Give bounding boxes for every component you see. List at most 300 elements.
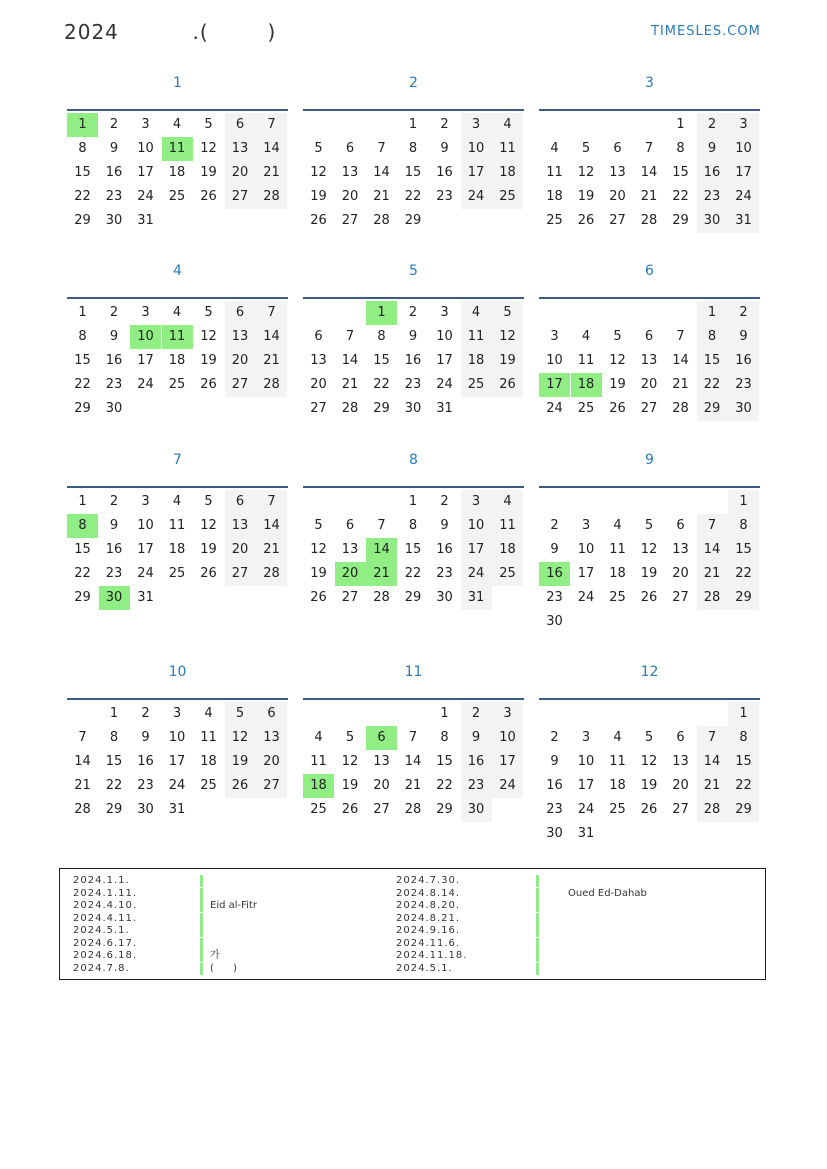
day-cell: 13 xyxy=(225,137,256,161)
day-cell: 24 xyxy=(137,189,154,204)
holiday-date: 2024.1.1. xyxy=(73,875,130,886)
day-cell: 6 xyxy=(256,702,287,726)
day-cell: 19 xyxy=(640,566,658,581)
day-cell: 13 xyxy=(672,754,689,769)
holiday-date: 2024.1.11. xyxy=(73,887,138,899)
month-rule xyxy=(539,109,760,111)
day-cell: 20 xyxy=(672,778,689,793)
day-cell: 25 xyxy=(461,373,492,397)
day-cell: 28 xyxy=(697,798,728,822)
holiday-marker xyxy=(200,888,203,900)
day-cell: 4 xyxy=(314,730,323,745)
day-cell: 26 xyxy=(577,213,595,228)
holiday-day-cell: 18 xyxy=(303,774,334,798)
day-cell: 23 xyxy=(728,373,759,397)
holiday-date: 2024.8.21. xyxy=(396,912,461,924)
holiday-day-cell: 1 xyxy=(67,113,98,137)
holiday-date: 2024.8.14. xyxy=(396,887,461,899)
day-cell: 29 xyxy=(728,798,759,822)
day-cell: 8 xyxy=(676,141,685,156)
day-cell: 10 xyxy=(137,518,154,533)
day-cell: 14 xyxy=(697,538,728,562)
day-cell: 31 xyxy=(728,209,759,233)
day-cell: 23 xyxy=(137,778,154,793)
day-cell: 27 xyxy=(373,802,390,817)
day-cell: 9 xyxy=(550,542,559,557)
day-cell: 23 xyxy=(436,566,453,581)
day-cell: 30 xyxy=(137,802,154,817)
day-cell: 29 xyxy=(436,802,453,817)
day-cell: 23 xyxy=(404,377,422,392)
day-cell: 5 xyxy=(204,494,213,509)
day-cell: 3 xyxy=(550,329,559,344)
holiday-date: 2024.11.6. xyxy=(396,937,461,949)
day-cell: 24 xyxy=(492,774,523,798)
day-cell: 12 xyxy=(341,754,359,769)
day-cell: 19 xyxy=(200,165,217,180)
day-cell: 12 xyxy=(577,165,595,180)
day-cell: 14 xyxy=(256,137,287,161)
day-cell: 23 xyxy=(461,774,492,798)
day-cell: 2 xyxy=(109,117,119,132)
day-cell: 4 xyxy=(581,329,591,344)
day-cell: 2 xyxy=(440,117,449,132)
day-cell: 16 xyxy=(728,349,759,373)
day-cell: 15 xyxy=(74,353,91,368)
day-cell: 19 xyxy=(341,778,359,793)
holiday-day-cell: 1 xyxy=(366,301,397,325)
day-cell: 21 xyxy=(341,377,359,392)
day-cell: 6 xyxy=(225,490,256,514)
day-cell: 22 xyxy=(74,189,91,204)
day-cell: 28 xyxy=(256,185,287,209)
day-cell: 10 xyxy=(168,730,186,745)
day-cell: 8 xyxy=(728,514,759,538)
day-cell: 8 xyxy=(408,518,418,533)
day-cell: 4 xyxy=(461,301,492,325)
day-cell: 22 xyxy=(373,377,390,392)
day-cell: 15 xyxy=(436,754,453,769)
day-cell: 19 xyxy=(577,189,595,204)
day-cell: 19 xyxy=(310,189,327,204)
day-cell: 6 xyxy=(345,141,355,156)
holiday-day-cell: 11 xyxy=(162,325,193,349)
day-cell: 6 xyxy=(676,730,685,745)
day-cell: 2 xyxy=(141,706,150,721)
day-cell: 21 xyxy=(256,538,287,562)
month-title: 12 xyxy=(640,664,659,680)
day-cell: 6 xyxy=(225,301,256,325)
day-cell: 27 xyxy=(640,401,658,416)
day-cell: 30 xyxy=(461,798,492,822)
day-cell: 30 xyxy=(105,213,123,228)
day-cell: 28 xyxy=(640,213,658,228)
day-cell: 26 xyxy=(310,590,327,605)
holiday-marker xyxy=(200,950,203,962)
day-cell: 9 xyxy=(550,754,559,769)
day-cell: 20 xyxy=(341,189,359,204)
day-cell: 18 xyxy=(168,542,186,557)
day-cell: 23 xyxy=(546,590,563,605)
holiday-marker xyxy=(200,938,203,950)
day-cell: 16 xyxy=(697,161,728,185)
day-cell: 11 xyxy=(461,325,492,349)
day-cell: 9 xyxy=(461,726,492,750)
day-cell: 27 xyxy=(225,185,256,209)
day-cell: 24 xyxy=(168,778,186,793)
day-cell: 3 xyxy=(461,113,492,137)
day-cell: 8 xyxy=(728,726,759,750)
day-cell: 26 xyxy=(341,802,359,817)
day-cell: 21 xyxy=(256,349,287,373)
day-cell: 30 xyxy=(404,401,422,416)
day-cell: 12 xyxy=(310,165,327,180)
month-rule xyxy=(303,486,524,488)
month-title: 4 xyxy=(173,263,182,279)
day-cell: 30 xyxy=(105,401,123,416)
day-cell: 22 xyxy=(728,774,759,798)
day-cell: 1 xyxy=(697,301,728,325)
day-cell: 18 xyxy=(609,566,626,581)
day-cell: 7 xyxy=(697,514,728,538)
day-cell: 26 xyxy=(609,401,626,416)
month-title: 5 xyxy=(409,263,418,279)
day-cell: 22 xyxy=(105,778,123,793)
day-cell: 16 xyxy=(105,353,123,368)
day-cell: 25 xyxy=(609,590,626,605)
month-rule xyxy=(67,297,288,299)
day-cell: 28 xyxy=(404,802,422,817)
day-cell: 20 xyxy=(256,750,287,774)
page-title: 2024 .( ) xyxy=(64,20,277,44)
day-cell: 10 xyxy=(492,726,523,750)
day-cell: 13 xyxy=(341,165,359,180)
holiday-list xyxy=(59,868,766,980)
day-cell: 30 xyxy=(697,209,728,233)
day-cell: 4 xyxy=(204,706,213,721)
day-cell: 26 xyxy=(640,590,658,605)
month-rule xyxy=(539,698,760,700)
month-title: 7 xyxy=(173,452,182,468)
day-cell: 22 xyxy=(404,189,422,204)
holiday-name: Oued Ed-Dahab xyxy=(568,887,647,899)
day-cell: 7 xyxy=(345,329,355,344)
day-cell: 5 xyxy=(225,702,256,726)
day-cell: 31 xyxy=(577,826,595,841)
month-rule xyxy=(303,698,524,700)
day-cell: 12 xyxy=(310,542,327,557)
day-cell: 26 xyxy=(200,189,217,204)
day-cell: 20 xyxy=(373,778,390,793)
month-title: 11 xyxy=(404,664,423,680)
day-cell: 2 xyxy=(461,702,492,726)
day-cell: 1 xyxy=(408,494,418,509)
day-cell: 24 xyxy=(577,590,595,605)
day-cell: 7 xyxy=(377,141,386,156)
day-cell: 24 xyxy=(137,566,154,581)
day-cell: 4 xyxy=(172,305,182,320)
month-title: 6 xyxy=(645,263,654,279)
holiday-name: ( ) xyxy=(210,962,237,974)
day-cell: 29 xyxy=(74,401,91,416)
day-cell: 28 xyxy=(672,401,689,416)
day-cell: 25 xyxy=(310,802,327,817)
day-cell: 18 xyxy=(492,161,523,185)
day-cell: 25 xyxy=(577,401,595,416)
day-cell: 28 xyxy=(373,213,390,228)
month-title: 9 xyxy=(645,452,654,468)
holiday-date: 2024.7.30. xyxy=(396,875,461,886)
day-cell: 4 xyxy=(613,518,622,533)
day-cell: 12 xyxy=(200,329,217,344)
day-cell: 3 xyxy=(172,706,182,721)
day-cell: 14 xyxy=(672,353,689,368)
day-cell: 11 xyxy=(310,754,327,769)
day-cell: 25 xyxy=(609,802,626,817)
day-cell: 4 xyxy=(492,113,523,137)
holiday-marker xyxy=(536,950,539,962)
day-cell: 1 xyxy=(728,702,759,726)
month-rule xyxy=(303,109,524,111)
day-cell: 22 xyxy=(74,377,91,392)
day-cell: 19 xyxy=(200,542,217,557)
day-cell: 20 xyxy=(609,189,626,204)
day-cell: 7 xyxy=(697,726,728,750)
month-title: 1 xyxy=(173,75,182,91)
day-cell: 22 xyxy=(436,778,453,793)
month-title: 10 xyxy=(168,664,187,680)
day-cell: 9 xyxy=(728,325,759,349)
day-cell: 5 xyxy=(204,117,213,132)
holiday-date: 2024.4.11. xyxy=(73,912,138,924)
day-cell: 26 xyxy=(200,566,217,581)
day-cell: 28 xyxy=(256,373,287,397)
day-cell: 20 xyxy=(640,377,658,392)
holiday-date: 2024.7.8. xyxy=(73,962,130,974)
day-cell: 10 xyxy=(577,754,595,769)
day-cell: 20 xyxy=(225,538,256,562)
holiday-date: 2024.4.10. xyxy=(73,900,138,911)
day-cell: 14 xyxy=(640,165,658,180)
day-cell: 12 xyxy=(640,542,658,557)
day-cell: 8 xyxy=(109,730,119,745)
day-cell: 17 xyxy=(461,161,492,185)
day-cell: 15 xyxy=(404,542,422,557)
holiday-date: 2024.5.1. xyxy=(73,925,130,936)
day-cell: 29 xyxy=(697,397,728,421)
day-cell: 2 xyxy=(550,730,559,745)
holiday-date: 2024.6.17. xyxy=(73,937,138,949)
day-cell: 5 xyxy=(581,141,591,156)
day-cell: 24 xyxy=(546,401,563,416)
day-cell: 20 xyxy=(310,377,327,392)
day-cell: 13 xyxy=(341,542,359,557)
day-cell: 6 xyxy=(314,329,323,344)
day-cell: 10 xyxy=(461,137,492,161)
day-cell: 31 xyxy=(137,590,154,605)
day-cell: 16 xyxy=(461,750,492,774)
holiday-marker xyxy=(536,888,539,900)
month-title: 8 xyxy=(409,452,418,468)
day-cell: 8 xyxy=(78,329,87,344)
day-cell: 21 xyxy=(697,562,728,586)
day-cell: 15 xyxy=(728,750,759,774)
day-cell: 17 xyxy=(492,750,523,774)
day-cell: 23 xyxy=(105,189,123,204)
day-cell: 9 xyxy=(440,518,449,533)
holiday-marker xyxy=(536,875,539,887)
day-cell: 31 xyxy=(137,213,154,228)
day-cell: 9 xyxy=(109,329,119,344)
day-cell: 26 xyxy=(225,774,256,798)
day-cell: 9 xyxy=(440,141,449,156)
day-cell: 13 xyxy=(609,165,626,180)
day-cell: 3 xyxy=(440,305,449,320)
day-cell: 18 xyxy=(546,189,563,204)
day-cell: 18 xyxy=(492,538,523,562)
day-cell: 22 xyxy=(697,373,728,397)
holiday-day-cell: 20 xyxy=(335,562,366,586)
day-cell: 27 xyxy=(341,213,359,228)
day-cell: 6 xyxy=(345,518,355,533)
day-cell: 4 xyxy=(492,490,523,514)
day-cell: 1 xyxy=(676,117,685,132)
day-cell: 21 xyxy=(74,778,91,793)
day-cell: 31 xyxy=(168,802,186,817)
day-cell: 30 xyxy=(436,590,453,605)
day-cell: 14 xyxy=(404,754,422,769)
day-cell: 22 xyxy=(404,566,422,581)
day-cell: 30 xyxy=(728,397,759,421)
day-cell: 30 xyxy=(546,826,563,841)
day-cell: 27 xyxy=(672,590,689,605)
day-cell: 24 xyxy=(461,562,492,586)
day-cell: 31 xyxy=(461,586,492,610)
day-cell: 26 xyxy=(492,373,523,397)
day-cell: 1 xyxy=(440,706,449,721)
day-cell: 2 xyxy=(408,305,418,320)
day-cell: 10 xyxy=(461,514,492,538)
day-cell: 21 xyxy=(672,377,689,392)
day-cell: 6 xyxy=(676,518,685,533)
day-cell: 8 xyxy=(78,141,87,156)
day-cell: 27 xyxy=(256,774,287,798)
day-cell: 20 xyxy=(225,349,256,373)
day-cell: 27 xyxy=(310,401,327,416)
day-cell: 18 xyxy=(168,353,186,368)
day-cell: 10 xyxy=(546,353,563,368)
day-cell: 27 xyxy=(609,213,626,228)
day-cell: 7 xyxy=(78,730,87,745)
day-cell: 2 xyxy=(550,518,559,533)
day-cell: 29 xyxy=(74,590,91,605)
day-cell: 5 xyxy=(314,518,323,533)
day-cell: 2 xyxy=(440,494,449,509)
day-cell: 25 xyxy=(168,189,186,204)
day-cell: 6 xyxy=(644,329,654,344)
month-rule xyxy=(539,297,760,299)
day-cell: 3 xyxy=(492,702,523,726)
day-cell: 15 xyxy=(672,165,689,180)
day-cell: 17 xyxy=(137,165,154,180)
day-cell: 25 xyxy=(492,562,523,586)
holiday-day-cell: 17 xyxy=(539,373,570,397)
day-cell: 9 xyxy=(109,518,119,533)
day-cell: 29 xyxy=(728,586,759,610)
holiday-marker xyxy=(200,913,203,925)
day-cell: 25 xyxy=(546,213,563,228)
day-cell: 29 xyxy=(404,590,422,605)
day-cell: 7 xyxy=(256,113,287,137)
holiday-date: 2024.11.18. xyxy=(396,950,468,961)
day-cell: 19 xyxy=(310,566,327,581)
day-cell: 11 xyxy=(492,514,523,538)
day-cell: 29 xyxy=(74,213,91,228)
day-cell: 6 xyxy=(225,113,256,137)
day-cell: 17 xyxy=(137,353,154,368)
day-cell: 18 xyxy=(609,778,626,793)
day-cell: 3 xyxy=(141,305,150,320)
day-cell: 29 xyxy=(105,802,123,817)
day-cell: 3 xyxy=(581,730,591,745)
day-cell: 7 xyxy=(377,518,386,533)
day-cell: 15 xyxy=(404,165,422,180)
day-cell: 17 xyxy=(728,161,759,185)
day-cell: 3 xyxy=(461,490,492,514)
day-cell: 4 xyxy=(613,730,622,745)
day-cell: 11 xyxy=(577,353,595,368)
day-cell: 21 xyxy=(373,189,390,204)
day-cell: 26 xyxy=(200,377,217,392)
day-cell: 29 xyxy=(404,213,422,228)
day-cell: 12 xyxy=(640,754,658,769)
month-title: 2 xyxy=(409,75,418,91)
day-cell: 24 xyxy=(577,802,595,817)
holiday-day-cell: 14 xyxy=(366,538,397,562)
day-cell: 21 xyxy=(256,161,287,185)
day-cell: 12 xyxy=(200,518,217,533)
day-cell: 8 xyxy=(440,730,449,745)
holiday-date: 2024.9.16. xyxy=(396,925,461,936)
day-cell: 7 xyxy=(408,730,418,745)
day-cell: 18 xyxy=(168,165,186,180)
day-cell: 22 xyxy=(74,566,91,581)
day-cell: 20 xyxy=(672,566,689,581)
day-cell: 23 xyxy=(436,189,453,204)
day-cell: 24 xyxy=(137,377,154,392)
holiday-day-cell: 30 xyxy=(99,586,130,610)
day-cell: 18 xyxy=(200,754,217,769)
day-cell: 29 xyxy=(373,401,390,416)
day-cell: 14 xyxy=(373,165,390,180)
day-cell: 1 xyxy=(109,706,119,721)
holiday-marker xyxy=(200,875,203,887)
day-cell: 27 xyxy=(341,590,359,605)
day-cell: 30 xyxy=(546,614,563,629)
day-cell: 2 xyxy=(109,494,119,509)
day-cell: 17 xyxy=(436,353,453,368)
day-cell: 24 xyxy=(436,377,453,392)
holiday-day-cell: 21 xyxy=(366,562,397,586)
day-cell: 10 xyxy=(577,542,595,557)
month-rule xyxy=(67,698,288,700)
day-cell: 15 xyxy=(697,349,728,373)
site-logo[interactable]: TIMESLES.COM xyxy=(651,24,761,39)
day-cell: 15 xyxy=(74,542,91,557)
holiday-marker xyxy=(200,963,203,975)
day-cell: 12 xyxy=(200,141,217,156)
day-cell: 14 xyxy=(256,514,287,538)
